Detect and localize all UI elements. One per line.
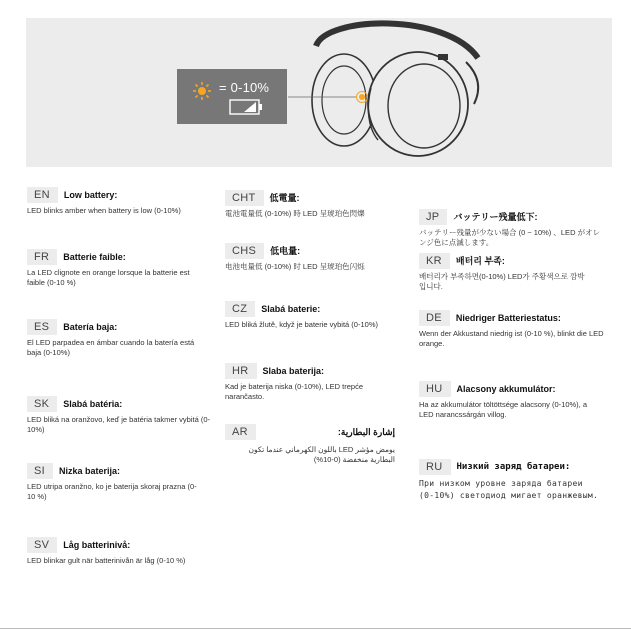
entry-description: バッテリー残量が少ない場合 (0 ~ 10%) 、LED がオレンジ色に点滅します。 bbox=[419, 228, 601, 247]
battery-level-text: = 0-10% bbox=[219, 80, 270, 95]
entry-cz bbox=[225, 298, 415, 330]
language-code: HR bbox=[225, 363, 257, 379]
language-code: DE bbox=[419, 310, 450, 326]
entry-jp bbox=[419, 206, 604, 247]
entry-title: Batería baja: bbox=[63, 321, 118, 332]
battery-low-icon bbox=[229, 99, 263, 115]
entry-description: La LED clignote en orange lorsque la batterie est faible (0-10 %) bbox=[27, 268, 190, 287]
language-code: AR bbox=[225, 424, 256, 440]
language-code: ES bbox=[27, 319, 57, 335]
entry-kr bbox=[419, 250, 589, 291]
language-code: CHS bbox=[225, 243, 264, 259]
headphones-illustration bbox=[26, 18, 612, 167]
entry-title: Alacsony akkumulátor: bbox=[456, 383, 556, 394]
entry-title: Slabá baterie: bbox=[261, 303, 321, 314]
entry-title: Low battery: bbox=[63, 189, 118, 200]
divider bbox=[0, 628, 631, 629]
entry-description: يومض مؤشر LED باللون الكهرماني عندما تكون البطارية منخفضة (0-10%) bbox=[248, 445, 395, 464]
entry-title: Slaba baterija: bbox=[262, 365, 325, 376]
language-code: HU bbox=[419, 381, 451, 397]
entry-hr bbox=[225, 360, 395, 401]
language-code: FR bbox=[27, 249, 57, 265]
battery-level-badge bbox=[177, 69, 287, 124]
entry-title: Slabá batéria: bbox=[63, 398, 123, 409]
language-code: SI bbox=[27, 463, 53, 479]
entry-description: LED bliká žlutě, když je baterie vybitá (0-10%) bbox=[225, 320, 378, 329]
entry-hu bbox=[419, 378, 599, 419]
entry-title: Låg batterinivå: bbox=[63, 539, 131, 550]
product-illustration bbox=[26, 18, 612, 167]
entry-en bbox=[27, 184, 197, 216]
entry-fr bbox=[27, 246, 197, 287]
entry-de bbox=[419, 307, 614, 348]
entry-description: Kad je baterija niska (0-10%), LED trepće narančasto. bbox=[225, 382, 363, 401]
language-code: SK bbox=[27, 396, 57, 412]
led-indicator bbox=[359, 94, 365, 100]
language-code: CZ bbox=[225, 301, 255, 317]
language-code: SV bbox=[27, 537, 57, 553]
entry-title: 배터리 부족: bbox=[455, 256, 505, 266]
entry-si bbox=[27, 460, 197, 501]
entry-ar bbox=[225, 424, 395, 464]
language-code: CHT bbox=[225, 190, 264, 206]
entry-title: إشارة البطارية: bbox=[337, 426, 395, 437]
entry-title: Niedriger Batteriestatus: bbox=[455, 312, 561, 323]
entry-title: Nizka baterija: bbox=[59, 465, 121, 476]
entry-title: Низкий заряд батареи: bbox=[456, 461, 571, 472]
entry-description: Wenn der Akkustand niedrig ist (0-10 %), blinkt die LED orange. bbox=[419, 329, 604, 348]
language-code: RU bbox=[419, 459, 451, 475]
entry-description: 배터리가 부족하면(0-10%) LED가 주황색으로 깜박입니다. bbox=[419, 272, 585, 291]
entry-title: Batterie faible: bbox=[63, 251, 126, 262]
entry-sk bbox=[27, 393, 212, 434]
entry-description: LED utripa oranžno, ko je baterija skoraj prazna (0-10 %) bbox=[27, 482, 197, 501]
entry-description: Ha az akkumulátor töltöttsége alacsony (0-10%), a LED narancssárgán villog. bbox=[419, 400, 587, 419]
entry-ru bbox=[419, 456, 599, 502]
entry-description: 电池电量低 (0-10%) 时 LED 呈琥珀色闪烁 bbox=[225, 262, 365, 271]
entry-sv bbox=[27, 534, 227, 566]
entry-description: El LED parpadea en ámbar cuando la batería está baja (0-10%) bbox=[27, 338, 195, 357]
entry-description: LED blinkar gult när batterinivån är låg (0-10 %) bbox=[27, 556, 186, 565]
entry-description: LED bliká na oranžovo, keď je batéria takmer vybitá (0-10%) bbox=[27, 415, 211, 434]
language-code: JP bbox=[419, 209, 447, 225]
entry-description: LED blinks amber when battery is low (0-10%) bbox=[27, 206, 181, 215]
entry-title: バッテリー残量低下: bbox=[453, 212, 538, 222]
entry-es bbox=[27, 316, 197, 357]
language-code: EN bbox=[27, 187, 58, 203]
entry-cht bbox=[225, 187, 410, 219]
language-code: KR bbox=[419, 253, 450, 269]
entry-description: При низком уровне заряда батареи (0-10%) светодиод мигает оранжевым. bbox=[419, 479, 599, 500]
sun-icon bbox=[193, 82, 211, 100]
entry-description: 電池電量低 (0-10%) 時 LED 呈琥珀色閃爍 bbox=[225, 209, 365, 218]
entry-chs bbox=[225, 240, 410, 272]
entry-title: 低电量: bbox=[270, 246, 301, 256]
entry-title: 低電量: bbox=[269, 193, 300, 203]
